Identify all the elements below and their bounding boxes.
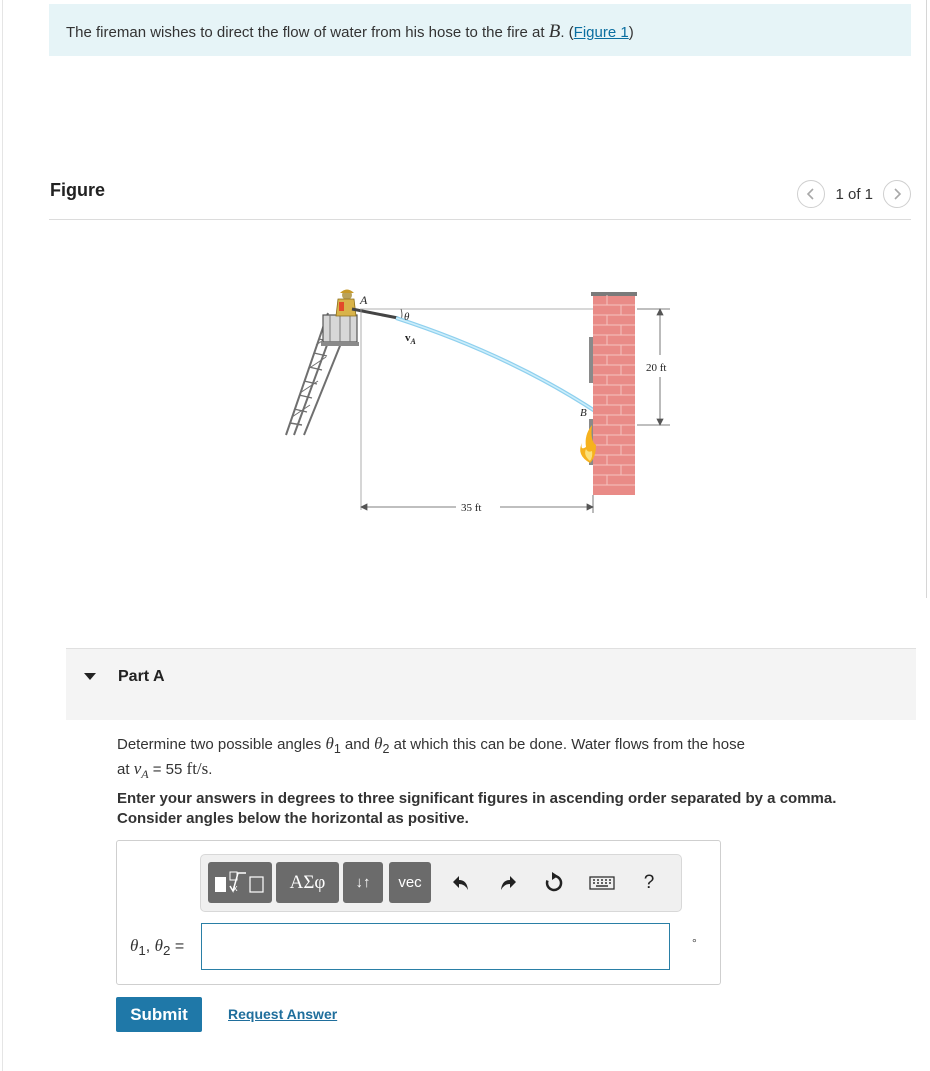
reset-button[interactable]	[539, 868, 569, 898]
part-a-header[interactable]	[66, 648, 916, 720]
hose-nozzle	[352, 309, 398, 318]
fireman-diagram	[280, 285, 680, 520]
question-line-end: at which this can be done. Water flows from the hose	[389, 736, 745, 753]
question-period: .	[208, 761, 213, 778]
brick-wall	[589, 292, 637, 495]
question-line2-start: at	[117, 761, 134, 778]
problem-text: The fireman wishes to direct the flow of water from his hose to the fire at	[66, 24, 549, 41]
figure-illustration	[280, 285, 680, 520]
submit-button[interactable]: Submit	[116, 997, 202, 1032]
chevron-left-icon	[806, 188, 816, 200]
point-b-symbol: B	[548, 21, 561, 42]
problem-punct: . (	[560, 24, 574, 41]
keyboard-icon	[589, 875, 615, 891]
label-distance: 35 ft	[461, 502, 482, 514]
water-stream	[396, 318, 598, 413]
label-height: 20 ft	[646, 362, 667, 374]
question-line-start: Determine two possible angles	[117, 736, 326, 753]
label-sep: ,	[145, 938, 155, 955]
undo-icon	[451, 874, 471, 892]
figure-page-indicator: 1 of 1	[835, 185, 873, 203]
speed-value: = 55	[148, 761, 187, 778]
figure-title: Figure	[50, 180, 106, 200]
label-theta2: θ	[154, 936, 164, 955]
bucket	[321, 315, 359, 346]
page-left-border	[2, 0, 3, 1071]
label-theta: θ	[404, 311, 410, 323]
va-symbol: v	[133, 759, 142, 778]
next-figure-button[interactable]	[883, 180, 911, 208]
va-subscript: A	[141, 767, 149, 781]
problem-close: )	[628, 24, 634, 41]
fireman	[336, 290, 356, 317]
question-and: and	[340, 736, 375, 753]
reset-icon	[543, 872, 565, 894]
page-right-border	[926, 0, 927, 598]
answer-label	[130, 936, 184, 958]
math-toolbar	[200, 854, 682, 912]
label-equals: =	[170, 938, 185, 955]
chevron-right-icon	[892, 188, 902, 200]
label-sub2: 2	[163, 943, 171, 959]
theta1-symbol: θ	[325, 734, 334, 753]
undo-button[interactable]	[446, 868, 476, 898]
vector-button[interactable]: vec	[389, 862, 431, 903]
greek-symbols-button[interactable]: ΑΣφ	[276, 862, 339, 903]
theta2-subscript: 2	[382, 742, 390, 756]
label-b: B	[580, 407, 587, 419]
question-text	[117, 734, 817, 784]
answer-instructions	[117, 789, 917, 829]
templates-button[interactable]	[208, 862, 272, 903]
redo-button[interactable]	[493, 868, 523, 898]
degree-unit: °	[692, 936, 697, 950]
label-sub1: 1	[138, 943, 146, 959]
water-stream-highlight	[396, 318, 598, 413]
answer-input[interactable]	[201, 923, 670, 970]
redo-icon	[498, 874, 518, 892]
keyboard-button[interactable]	[585, 868, 619, 898]
previous-figure-button[interactable]	[797, 180, 825, 208]
theta2-symbol: θ	[374, 734, 383, 753]
request-answer-link[interactable]: Request Answer	[228, 1006, 338, 1022]
instructions-line-2: Consider angles below the horizontal as positive.	[117, 810, 469, 827]
templates-radical-icon	[212, 869, 268, 897]
answer-box	[116, 840, 721, 985]
subscript-superscript-button[interactable]: ↓↑	[343, 862, 383, 903]
instructions-line-1: Enter your answers in degrees to three significant figures in ascending order separated by a comma.	[117, 790, 837, 807]
figure-header	[49, 177, 911, 220]
help-button[interactable]: ?	[643, 872, 655, 893]
figure-link[interactable]: Figure 1	[573, 24, 629, 41]
label-theta1: θ	[130, 936, 139, 955]
label-va: $v_A$	[405, 332, 416, 346]
problem-statement	[49, 4, 911, 56]
collapse-caret-icon[interactable]	[84, 673, 96, 680]
speed-units: ft/s	[186, 759, 209, 778]
theta1-subscript: 1	[333, 742, 341, 756]
figure-pager	[797, 180, 911, 208]
svg-text:x: x	[233, 882, 238, 893]
part-a-title: Part A	[118, 668, 165, 685]
label-a: A	[360, 293, 368, 307]
